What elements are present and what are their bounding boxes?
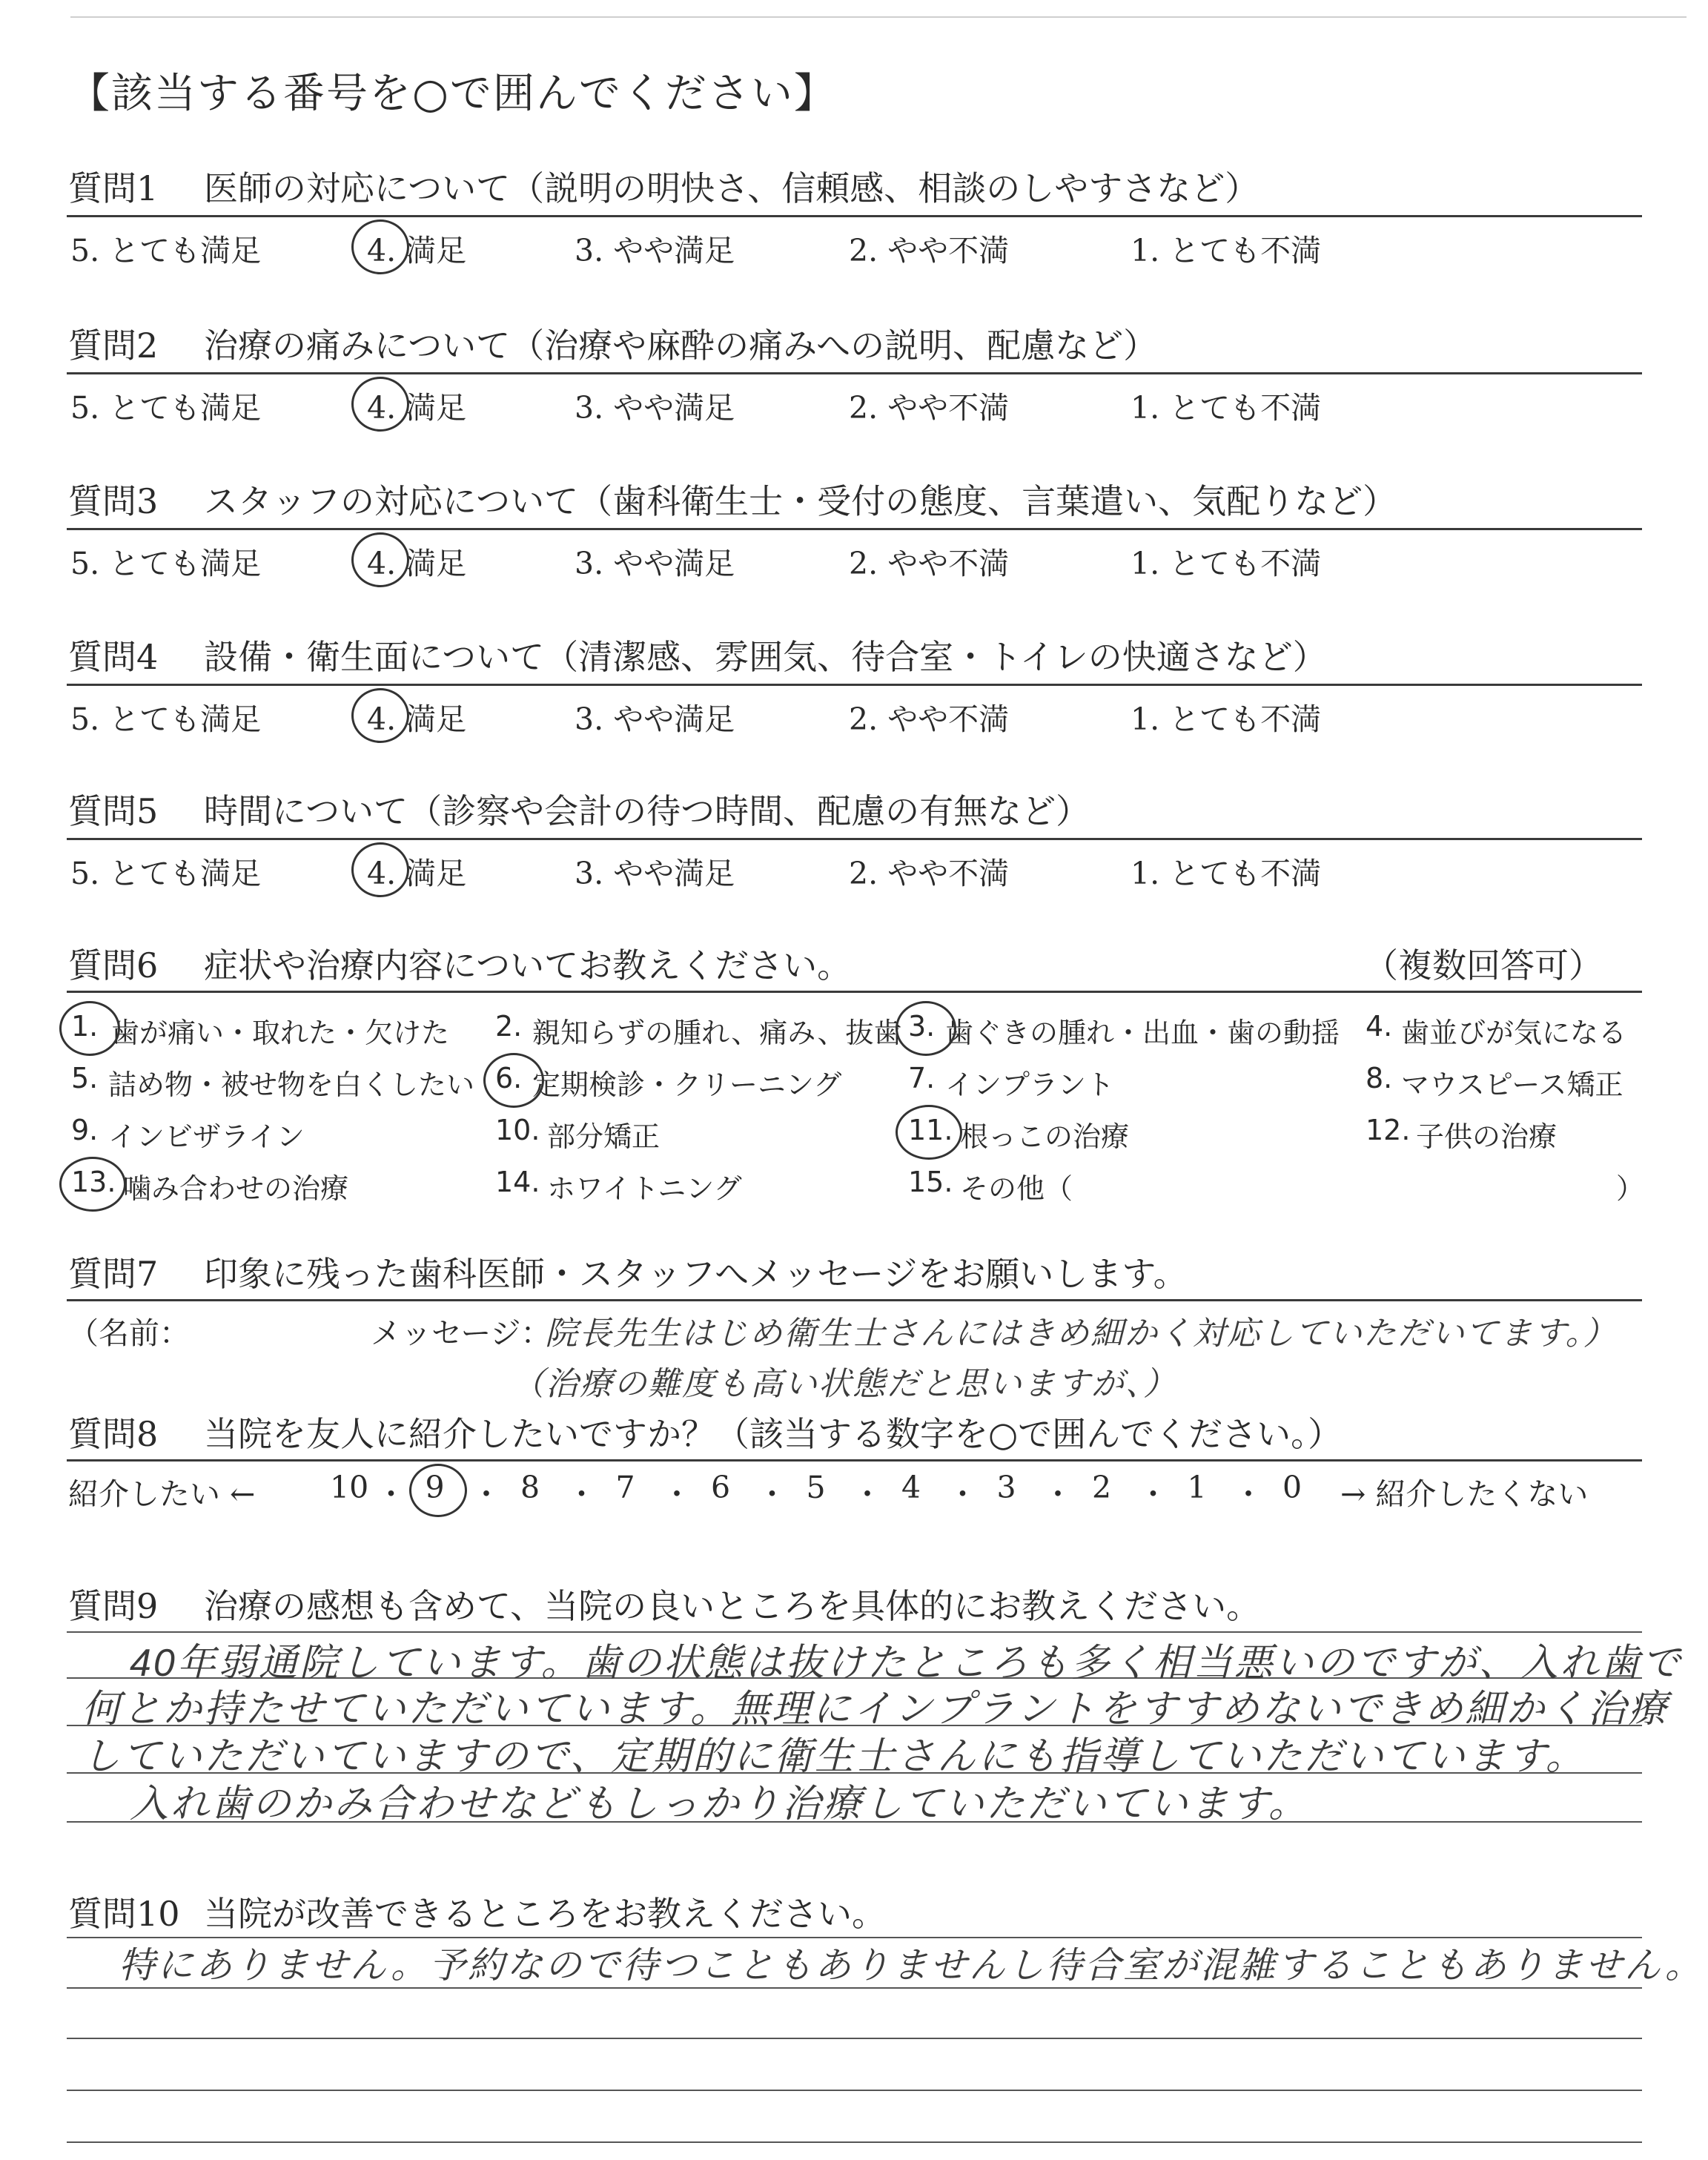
- q6-item-9-no[interactable]: 9.: [71, 1114, 99, 1146]
- q6-text: 症状や治療内容についてお教えください。: [204, 945, 852, 985]
- q8-scale-separator: ・: [566, 1476, 597, 1512]
- q10-label: 質問10: [68, 1894, 180, 1934]
- q9-text: 治療の感想も含めて、当院の良いところを具体的にお教えください。: [204, 1586, 1261, 1626]
- q6-item-6[interactable]: 定期検診・クリーニング: [532, 1069, 842, 1101]
- q8-scale-3[interactable]: 3: [996, 1470, 1016, 1505]
- q8-scale-separator: ・: [661, 1476, 692, 1512]
- q6-item-11-circle: [896, 1105, 962, 1160]
- q6-item-7-no[interactable]: 7.: [908, 1062, 936, 1094]
- q6-other-close: ）: [1616, 1172, 1645, 1205]
- q9-answer-line-4: 入れ歯のかみ合わせなどもしっかり治療していただいています。: [130, 1783, 1309, 1826]
- q6-item-1-circle: [59, 1001, 120, 1056]
- q2-text: 治療の痛みについて（治療や麻酔の痛みへの説明、配慮など）: [204, 326, 1158, 366]
- q6-rule: [67, 991, 1642, 993]
- q4-text: 設備・衛生面について（清潔感、雰囲気、待合室・トイレの快適さなど）: [204, 637, 1327, 677]
- q6-item-8[interactable]: マウスピース矯正: [1401, 1069, 1623, 1101]
- q8-scale-0[interactable]: 0: [1282, 1470, 1302, 1505]
- q2-option-2[interactable]: 2. やや不満: [849, 390, 1010, 426]
- q1-label: 質問1: [68, 168, 159, 208]
- q6-item-13-circle: [59, 1157, 126, 1212]
- q5-option-4[interactable]: 4. 満足: [367, 856, 467, 891]
- form-title: 【該当する番号を○で囲んでください】: [68, 70, 837, 118]
- q8-scale-8[interactable]: 8: [520, 1470, 540, 1505]
- q4-option-3[interactable]: 3. やや満足: [575, 701, 735, 737]
- q2-option-5[interactable]: 5. とても満足: [70, 390, 262, 426]
- q2-rule: [67, 372, 1642, 374]
- q6-item-15-no[interactable]: 15.: [908, 1166, 953, 1198]
- q1-option-4[interactable]: 4. 満足: [367, 233, 467, 268]
- q7-text: 印象に残った歯科医師・スタッフへメッセージをお願いします。: [204, 1254, 1188, 1294]
- q9-answer-line-1: 40年弱通院しています。歯の状態は抜けたところも多く相当悪いのですが、入れ歯で: [130, 1642, 1683, 1685]
- q6-item-1[interactable]: 歯が痛い・取れた・欠けた: [111, 1017, 450, 1049]
- q6-item-12[interactable]: 子供の治療: [1416, 1120, 1558, 1153]
- q7-name-label: （名前：: [68, 1315, 190, 1351]
- q5-option-5[interactable]: 5. とても満足: [70, 856, 262, 891]
- q3-option-1[interactable]: 1. とても不満: [1131, 546, 1322, 581]
- q2-option-3[interactable]: 3. やや満足: [575, 390, 735, 426]
- q2-option-4[interactable]: 4. 満足: [367, 390, 467, 426]
- q9-label: 質問9: [68, 1586, 159, 1626]
- q8-selection-circle: [409, 1464, 467, 1517]
- q8-text: 当院を友人に紹介したいですか？（該当する数字を○で囲んでください。）: [204, 1414, 1343, 1454]
- q4-option-2[interactable]: 2. やや不満: [849, 701, 1010, 737]
- q3-text: スタッフの対応について（歯科衛生士・受付の態度、言葉遣い、気配りなど）: [204, 481, 1397, 521]
- top-border: [70, 16, 1687, 18]
- q5-selection-circle: [351, 842, 409, 897]
- q6-item-3-circle: [896, 1001, 956, 1056]
- q8-scale-separator: ・: [1042, 1476, 1073, 1512]
- q6-item-13[interactable]: 噛み合わせの治療: [123, 1172, 349, 1205]
- q8-scale-separator: ・: [947, 1476, 978, 1512]
- q5-option-3[interactable]: 3. やや満足: [575, 856, 735, 891]
- q4-selection-circle: [351, 688, 409, 743]
- q9-answer-line-3: していただいていますので、定期的に衛生士さんにも指導していただいています。: [82, 1735, 1586, 1778]
- q6-item-14-no[interactable]: 14.: [495, 1166, 540, 1198]
- q6-item-13-no[interactable]: 13.: [71, 1166, 116, 1198]
- q4-rule: [67, 684, 1642, 686]
- q10-line-4: [67, 2141, 1642, 2143]
- q1-option-1[interactable]: 1. とても不満: [1131, 233, 1322, 268]
- q10-text: 当院が改善できるところをお教えください。: [204, 1894, 886, 1934]
- q8-scale-separator: ・: [471, 1476, 502, 1512]
- q6-item-10-no[interactable]: 10.: [495, 1114, 540, 1146]
- q10-line-2: [67, 2038, 1642, 2039]
- q3-option-5[interactable]: 5. とても満足: [70, 546, 262, 581]
- q6-item-11[interactable]: 根っこの治療: [960, 1120, 1130, 1153]
- q6-item-4[interactable]: 歯並びが気になる: [1401, 1017, 1627, 1049]
- q1-text: 医師の対応について（説明の明快さ、信頼感、相談のしやすさなど）: [204, 168, 1260, 208]
- q3-rule: [67, 528, 1642, 530]
- q6-item-2-no[interactable]: 2.: [495, 1010, 523, 1043]
- q8-scale-separator: ・: [376, 1476, 406, 1512]
- q2-label: 質問2: [68, 326, 159, 366]
- q10-line-3: [67, 2090, 1642, 2091]
- q6-item-5-no[interactable]: 5.: [71, 1062, 99, 1094]
- q8-scale-separator: ・: [757, 1476, 787, 1512]
- q1-option-5[interactable]: 5. とても満足: [70, 233, 262, 268]
- q8-scale-10[interactable]: 10: [330, 1470, 369, 1505]
- q6-note: （複数回答可）: [1364, 945, 1603, 985]
- q3-label: 質問3: [68, 481, 159, 521]
- q7-message-label: メッセージ：: [371, 1315, 552, 1351]
- q8-left-label: 紹介したい ←: [68, 1476, 256, 1512]
- q8-scale-7[interactable]: 7: [615, 1470, 635, 1505]
- q3-selection-circle: [351, 532, 409, 587]
- q9-answer-line-2: 何とか持たせていただいています。無理にインプラントをすすめないできめ細かく治療: [82, 1688, 1669, 1731]
- q7-rule: [67, 1299, 1642, 1301]
- q4-option-4[interactable]: 4. 満足: [367, 701, 467, 737]
- q7-label: 質問7: [68, 1254, 159, 1294]
- q8-scale-1[interactable]: 1: [1187, 1470, 1207, 1505]
- q6-item-8-no[interactable]: 8.: [1366, 1062, 1393, 1094]
- q7-message-line-1: 院長先生はじめ衛生士さんにはきめ細かく対応していただいてます。）: [545, 1315, 1618, 1352]
- q6-item-14[interactable]: ホワイトニング: [547, 1172, 742, 1205]
- q8-scale-separator: ・: [1233, 1476, 1264, 1512]
- q4-option-1[interactable]: 1. とても不満: [1131, 701, 1322, 737]
- q2-option-1[interactable]: 1. とても不満: [1131, 390, 1322, 426]
- q6-item-6-circle: [483, 1053, 544, 1108]
- q5-option-1[interactable]: 1. とても不満: [1131, 856, 1322, 891]
- q10-answer-line-1: 特にありません。予約なので待つこともありませんし待合室が混雑することもありません。: [119, 1946, 1704, 1986]
- q8-scale-separator: ・: [1138, 1476, 1168, 1512]
- q3-option-2[interactable]: 2. やや不満: [849, 546, 1010, 581]
- q5-rule: [67, 838, 1642, 840]
- q5-label: 質問5: [68, 791, 159, 831]
- q8-scale-separator: ・: [852, 1476, 883, 1512]
- q3-option-3[interactable]: 3. やや満足: [575, 546, 735, 581]
- q6-item-7[interactable]: インプラント: [945, 1069, 1115, 1101]
- q4-option-5[interactable]: 5. とても満足: [70, 701, 262, 737]
- q8-scale-2[interactable]: 2: [1092, 1470, 1112, 1505]
- q6-item-1-no[interactable]: 1.: [71, 1010, 99, 1043]
- q6-item-10[interactable]: 部分矯正: [547, 1120, 661, 1153]
- q6-item-5[interactable]: 詰め物・被せ物を白くしたい: [108, 1069, 475, 1101]
- q8-scale-4[interactable]: 4: [901, 1470, 921, 1505]
- q6-item-4-no[interactable]: 4.: [1366, 1010, 1393, 1043]
- q6-item-11-no[interactable]: 11.: [908, 1114, 953, 1146]
- q5-option-2[interactable]: 2. やや不満: [849, 856, 1010, 891]
- q8-scale-9[interactable]: 9: [425, 1470, 445, 1505]
- q5-text: 時間について（診察や会計の待つ時間、配慮の有無など）: [204, 791, 1090, 831]
- q6-item-12-no[interactable]: 12.: [1366, 1114, 1411, 1146]
- q1-option-3[interactable]: 3. やや満足: [575, 233, 735, 268]
- q1-rule: [67, 215, 1642, 217]
- q1-option-2[interactable]: 2. やや不満: [849, 233, 1010, 268]
- q4-label: 質問4: [68, 637, 159, 677]
- q8-scale-6[interactable]: 6: [711, 1470, 731, 1505]
- q3-option-4[interactable]: 4. 満足: [367, 546, 467, 581]
- q6-item-6-no[interactable]: 6.: [495, 1062, 523, 1094]
- q6-item-15[interactable]: その他（: [960, 1172, 1073, 1205]
- q8-right-label: → 紹介したくない: [1340, 1476, 1589, 1512]
- q1-selection-circle: [351, 219, 409, 274]
- q6-label: 質問6: [68, 945, 159, 985]
- q6-item-3-no[interactable]: 3.: [908, 1010, 936, 1043]
- q7-message-line-2: （治療の難度も高い状態だと思いますが、）: [512, 1366, 1177, 1402]
- q2-selection-circle: [351, 377, 409, 432]
- q6-item-3[interactable]: 歯ぐきの腫れ・出血・歯の動揺: [945, 1017, 1340, 1049]
- q6-item-2[interactable]: 親知らずの腫れ、痛み、抜歯: [532, 1017, 902, 1049]
- q8-rule: [67, 1459, 1642, 1462]
- q8-scale-5[interactable]: 5: [806, 1470, 826, 1505]
- q6-item-9[interactable]: インビザライン: [108, 1120, 305, 1153]
- q8-label: 質問8: [68, 1414, 159, 1454]
